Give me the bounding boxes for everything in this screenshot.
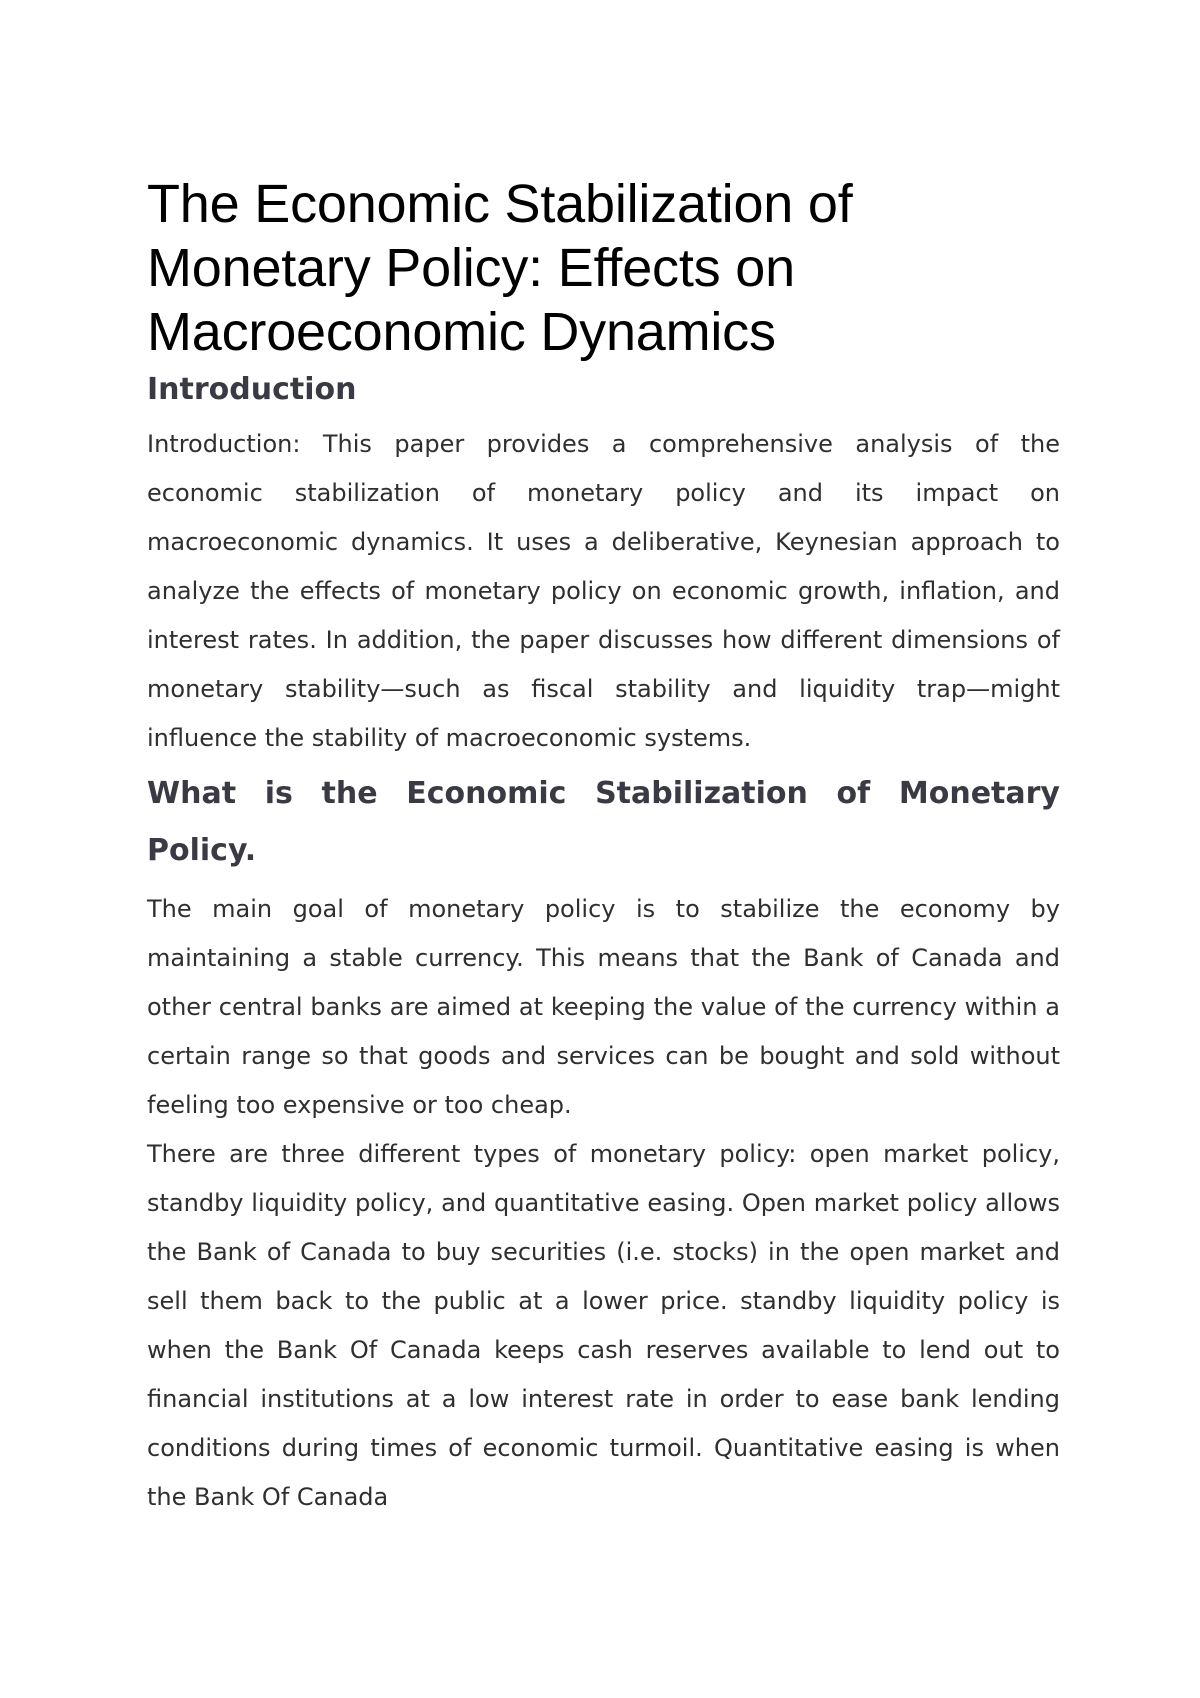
introduction-paragraph: Introduction: This paper provides a comprehensive analysis of the economic stabilization of monetary policy and its impact on macroeconomic dynamics. It uses a deliberative, Keynesian approach to analyze the effects of monetary policy on economic growth, inflation, and interest rates. In addition, the paper discusses how different dimensions of monetary stability—such as fiscal stability and liquidity trap—might influence the stability of macroeconomic systems. [147, 430, 1060, 752]
document-title: The Economic Stabilization of Monetary Policy: Effects on Macroeconomic Dynamics [147, 174, 853, 362]
introduction-heading: Introduction [147, 372, 357, 407]
section-heading: What is the Economic Stabilization of Monetary Policy. [147, 776, 1060, 868]
body-paragraph: There are three different types of monetary policy: open market policy, standby liquidity policy, and quantitative easing. Open market policy allows the Bank of Canada to buy securities (i.e. stocks) in the open market and sell them back to the public at a lower price. standby liquidity policy is when the Bank Of Canada keeps cash reserves available to lend out to financial institutions at a low interest rate in order to ease bank lending conditions during times of economic turmoil. Quantitative easing is when the Bank Of Canada [147, 1140, 1060, 1511]
document-content [147, 172, 1060, 1522]
body-paragraph: The main goal of monetary policy is to stabilize the economy by maintaining a stable currency. This means that the Bank of Canada and other central banks are aimed at keeping the value of the currency within a certain range so that goods and services can be bought and sold without feeling too expensive or too cheap. [147, 895, 1060, 1119]
